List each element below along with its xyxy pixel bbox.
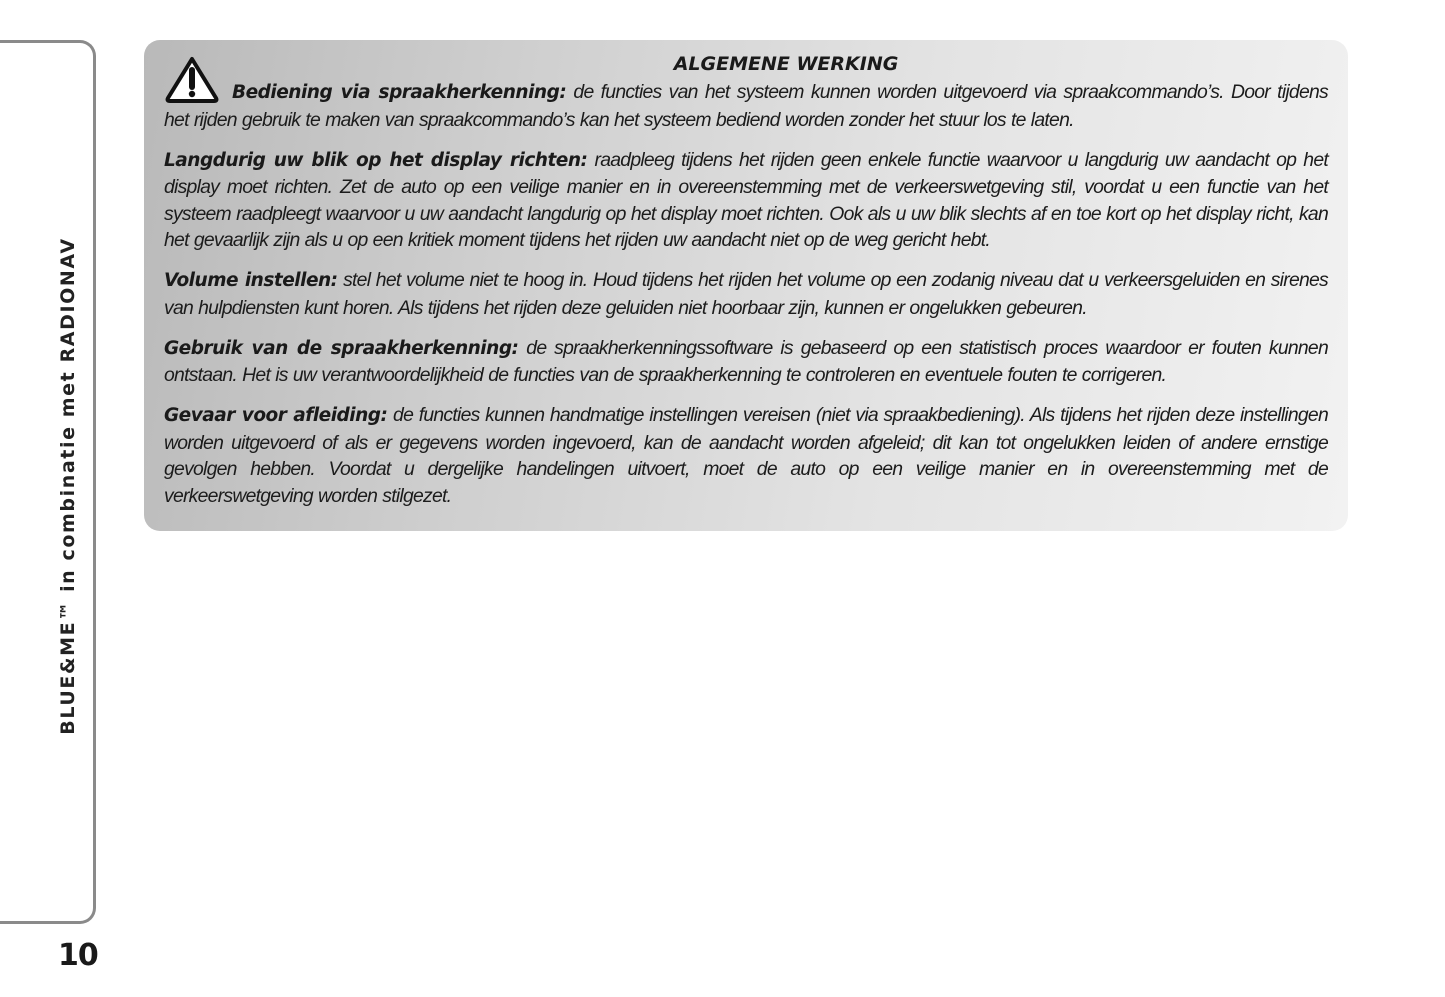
paragraph-text: de functies van het systeem kunnen worden uitgevoerd via spraakcommando’s. Door tijdens het rijden gebruik te maken van spraakcommando’s kan het systeem bediend worden zonder het stuur los te laten. bbox=[164, 81, 1328, 131]
paragraph-text: raadpleeg tijdens het rijden geen enkele functie waarvoor u langdurig uw aandacht op het display moet richten. Zet de auto op een veilige manier en in overeenstemming met de verkeerswetgeving stil, voordat u een functie van het systeem raadpleegt waarvoor u uw aandacht langdurig op het display moet richten. Ook als u uw blik slechts af en toe kort op het display richt, kan het gevaarlijk zijn als u op een kritiek moment tijdens het rijden uw aandacht niet op de weg gericht hebt. bbox=[164, 148, 1328, 251]
paragraph-lead: Gebruik van de spraakherkenning: bbox=[164, 337, 519, 359]
warning-triangle-icon bbox=[164, 54, 220, 106]
paragraph-spraakherkenning-gebruik bbox=[164, 335, 1328, 389]
paragraph-display bbox=[164, 147, 1328, 254]
paragraph-afleiding bbox=[164, 402, 1328, 509]
paragraph-spraakherkenning-bediening bbox=[164, 79, 1328, 133]
paragraph-lead: Langdurig uw blik op het display richten: bbox=[164, 149, 588, 171]
paragraph-text: de spraakherkenningssoftware is gebaseerd op een statistisch proces waardoor er fouten kunnen ontstaan. Het is uw verantwoordelijkheid de functies van de spraakherkenning te controleren en eventuele fouten te corrigeren. bbox=[164, 336, 1328, 386]
section-side-title: BLUE&ME™ in combinatie met RADIONAV bbox=[57, 237, 79, 735]
paragraph-text: stel het volume niet te hoog in. Houd tijdens het rijden het volume op een zodanig niveau dat u verkeersgeluiden en sirenes van hulpdiensten kunt horen. Als tijdens het rijden deze geluiden niet hoorbaar zijn, kunnen er ongelukken gebeuren. bbox=[164, 269, 1328, 319]
warning-title: ALGEMENE WERKING bbox=[673, 53, 899, 75]
page-number: 10 bbox=[58, 938, 98, 973]
paragraph-lead: Gevaar voor afleiding: bbox=[164, 405, 388, 426]
paragraph-lead: Bediening via spraakherkenning: bbox=[232, 82, 567, 103]
paragraph-volume bbox=[164, 267, 1328, 321]
warning-box bbox=[144, 40, 1348, 531]
side-frame bbox=[0, 40, 96, 924]
paragraph-lead: Volume instellen: bbox=[164, 270, 338, 291]
paragraph-text: de functies kunnen handmatige instellingen vereisen (niet via spraakbediening). Als tijdens het rijden deze instellingen worden uitgevoerd of als er gegevens worden ingevoerd, kan de aandacht worden afgeleid; dit kan tot ongelukken leiden of andere ernstige gevolgen hebben. Voordat u dergelijke handelingen uitvoert, moet de auto op een veilige manier en in overeenstemming met de verkeerswetgeving worden stilgezet. bbox=[164, 404, 1328, 507]
